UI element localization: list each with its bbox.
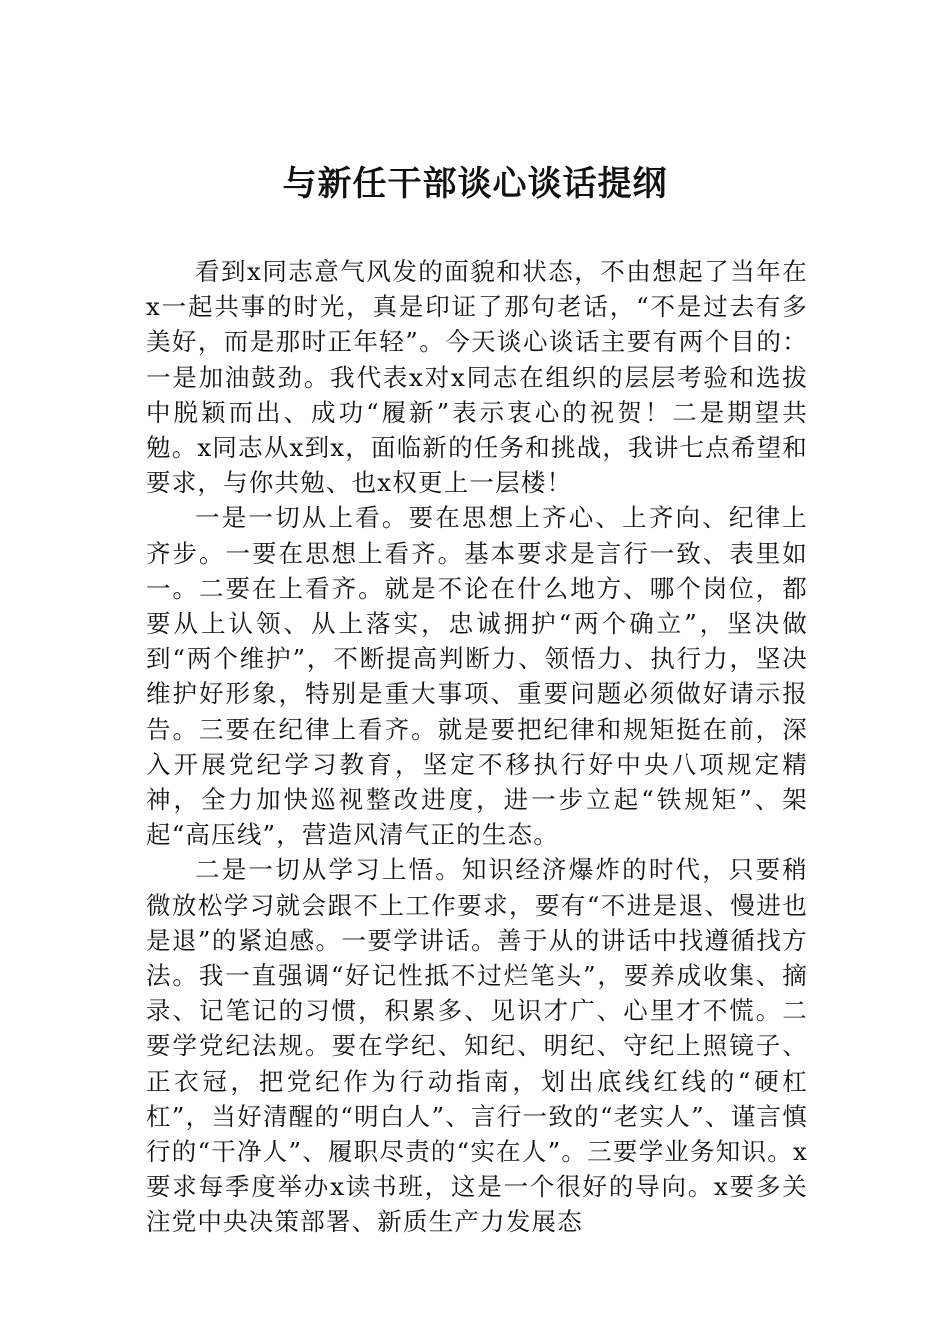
document-title: 与新任干部谈心谈话提纲 (282, 164, 668, 204)
paragraph-point-one: 一是一切从上看。要在思想上齐心、上齐向、纪律上齐步。一要在思想上看齐。基本要求是言行一致、表里如一。二要在上看齐。就是不论在什么地方、哪个岗位，都要从上认领、从上落实，忠诚拥护“两个确立”，坚决做到“两个维护”，不断提高判断力、领悟力、执行力，坚决维护好形象，特别是重大事项、重要问题必须做好请示报告。三要在纪律上看齐。就是要把纪律和规矩挺在前，深入开展党纪学习教育，坚定不移执行好中央八项规定精神，全力加快巡视整改进度，进一步立起“铁规矩”、架起“高压线”，营造风清气正的生态。 (146, 503, 808, 850)
paragraph-point-two: 二是一切从学习上悟。知识经济爆炸的时代，只要稍微放松学习就会跟不上工作要求，要有“不进是退、慢进也是退”的紧迫感。一要学讲话。善于从的讲话中找遵循找方法。我一直强调“好记性抵不过烂笔头”，要养成收集、摘录、记笔记的习惯，积累多、见识才广、心里才不慌。二要学党纪法规。要在学纪、知纪、明纪、守纪上照镜子、正衣冠，把党纪作为行动指南，划出底线红线的“硬杠杠”，当好清醒的“明白人”、言行一致的“老实人”、谨言慎行的“干净人”、履职尽责的“实在人”。三要学业务知识。x要求每季度举办x读书班，这是一个很好的导向。x要多关注党中央决策部署、新质生产力发展态 (146, 855, 808, 1237)
paragraph-intro: 看到x同志意气风发的面貌和状态，不由想起了当年在x一起共事的时光，真是印证了那句老话，“不是过去有多美好，而是那时正年轻”。今天谈心谈话主要有两个目的：一是加油鼓劲。我代表x对x同志在组织的层层考验和选拔中脱颖而出、成功“履新”表示衷心的祝贺！二是期望共勉。x同志从x到x，面临新的任务和挑战，我讲七点希望和要求，与你共勉、也x权更上一层楼！ (146, 257, 808, 498)
document-body (146, 254, 808, 1240)
